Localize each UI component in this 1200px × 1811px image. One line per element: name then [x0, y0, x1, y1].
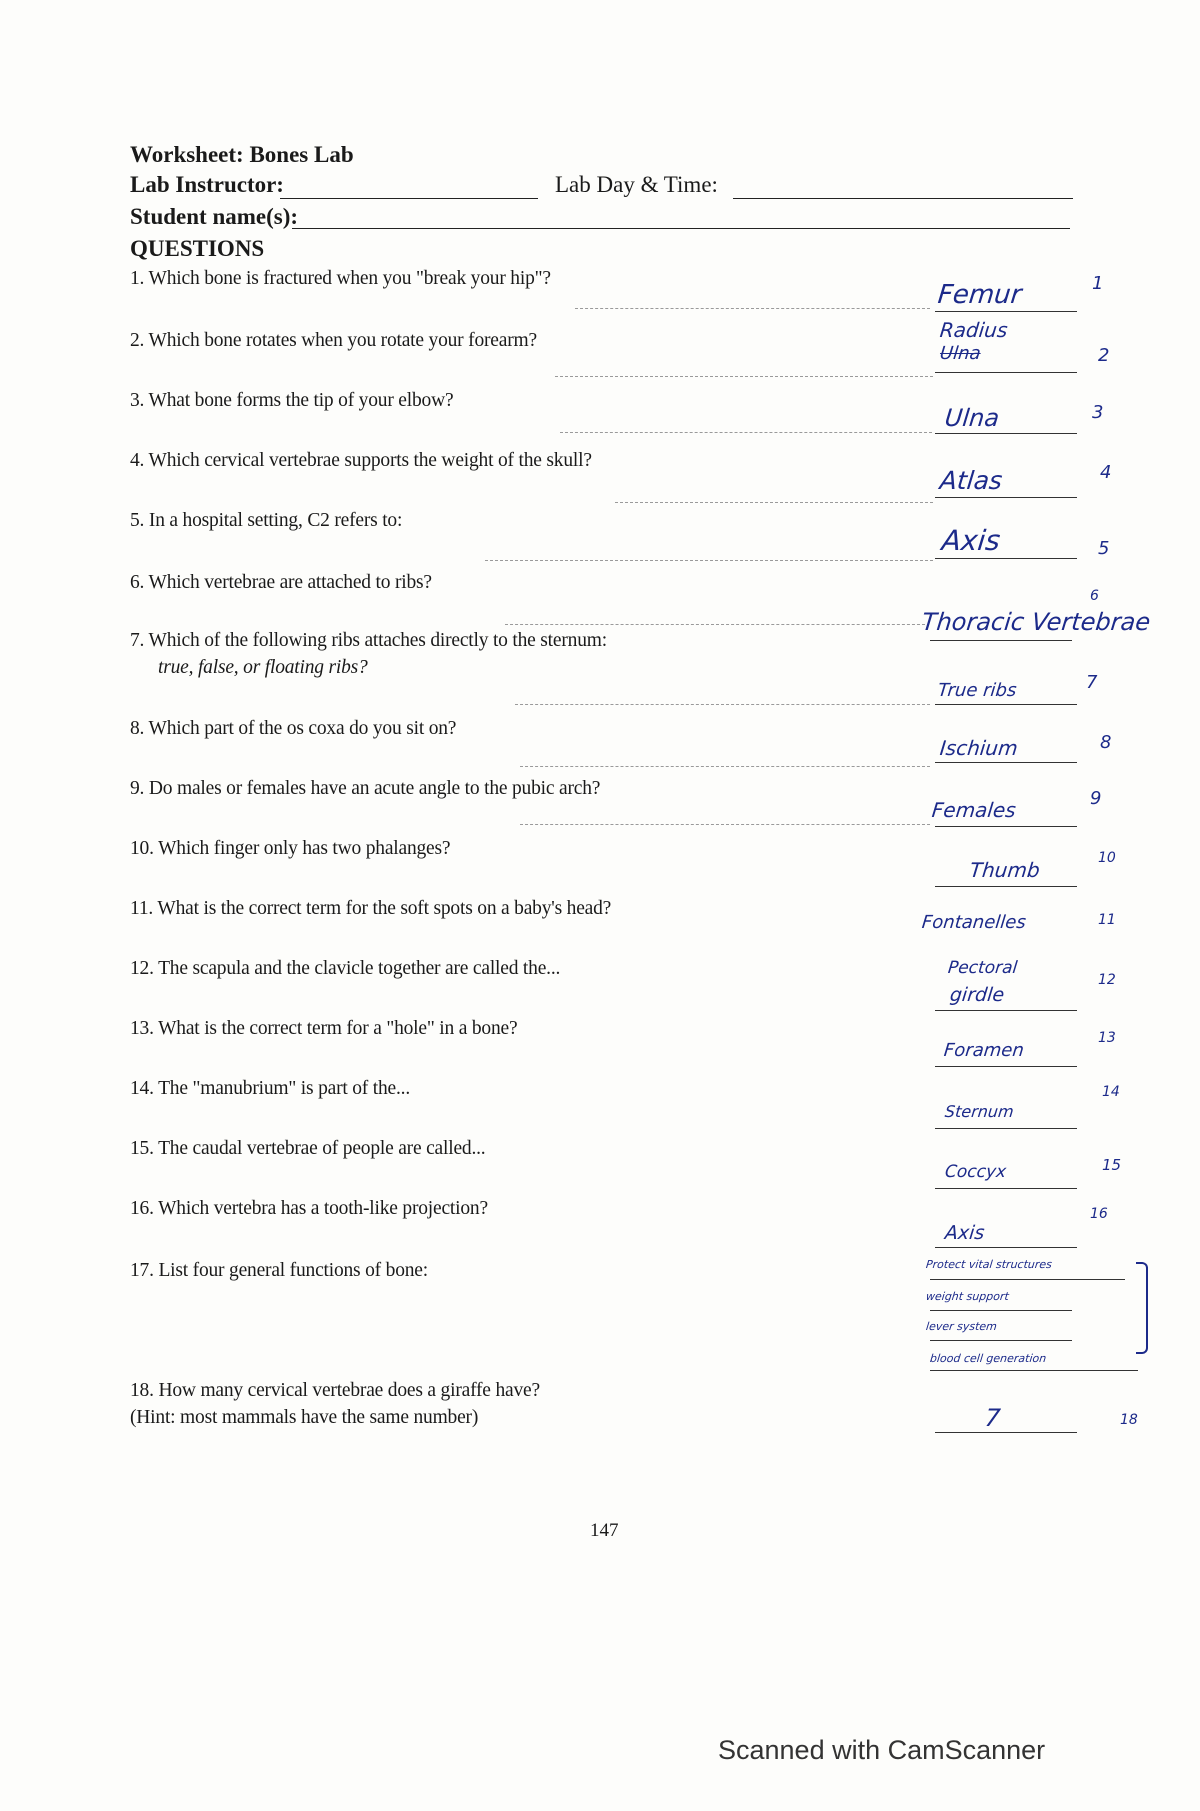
answer-line-12[interactable] — [935, 1010, 1077, 1011]
answer-13: Foramen — [942, 1040, 1025, 1061]
answer-line-16[interactable] — [935, 1247, 1077, 1248]
answer-12-line2: girdle — [948, 984, 1006, 1006]
lab-day-label: Lab Day & Time: — [555, 172, 718, 197]
answer-line-2[interactable] — [935, 372, 1077, 373]
answer-line-4[interactable] — [935, 497, 1077, 498]
answer-number-1: 1 — [1092, 273, 1104, 294]
dash-line-2 — [555, 376, 933, 377]
answer-15: Coccyx — [943, 1162, 1008, 1182]
answer-number-7: 7 — [1086, 672, 1098, 693]
camscanner-watermark: Scanned with CamScanner — [718, 1735, 1046, 1765]
answer-7: True ribs — [936, 680, 1018, 701]
question-6: 6. Which vertebrae are attached to ribs? — [130, 572, 432, 593]
question-14: 14. The "manubrium" is part of the... — [130, 1078, 411, 1099]
answer-number-13: 13 — [1098, 1030, 1116, 1046]
worksheet-title: Worksheet: Bones Lab — [130, 142, 354, 167]
questions-heading: QUESTIONS — [130, 236, 265, 261]
question-8: 8. Which part of the os coxa do you sit on? — [130, 718, 457, 739]
question-4: 4. Which cervical vertebrae supports the weight of the skull? — [130, 450, 592, 471]
answer-line-18[interactable] — [935, 1432, 1077, 1433]
answer-number-5: 5 — [1098, 538, 1110, 559]
answer-number-15: 15 — [1102, 1156, 1122, 1174]
dash-line-7 — [515, 704, 930, 705]
answer-3: Ulna — [943, 404, 1001, 432]
student-name-label: Student name(s): — [130, 204, 299, 229]
function-line-1[interactable] — [930, 1279, 1125, 1280]
answer-number-11: 11 — [1098, 912, 1116, 928]
question-2: 2. Which bone rotates when you rotate your forearm? — [130, 330, 537, 351]
function-line-3[interactable] — [930, 1340, 1072, 1341]
answer-number-8: 8 — [1100, 732, 1112, 753]
answer-line-15[interactable] — [935, 1188, 1077, 1189]
function-line-2[interactable] — [930, 1310, 1072, 1311]
question-15: 15. The caudal vertebrae of people are called... — [130, 1138, 486, 1159]
question-9: 9. Do males or females have an acute angle to the pubic arch? — [130, 778, 601, 799]
answer-number-2: 2 — [1098, 345, 1110, 366]
answer-number-18: 18 — [1120, 1412, 1138, 1428]
question-7 — [130, 630, 607, 679]
question-5: 5. In a hospital setting, C2 refers to: — [130, 510, 403, 531]
answer-number-3: 3 — [1092, 402, 1104, 423]
answer-11: Fontanelles — [920, 912, 1027, 933]
answer-line-1[interactable] — [935, 311, 1077, 312]
function-4: blood cell generation — [929, 1352, 1047, 1365]
page-number: 147 — [590, 1520, 619, 1541]
question-18-hint: (Hint: most mammals have the same number) — [130, 1407, 479, 1428]
answer-number-4: 4 — [1100, 462, 1112, 483]
function-3: lever system — [925, 1320, 998, 1333]
question-7-text: 7. Which of the following ribs attaches directly to the sternum: — [130, 630, 607, 651]
question-7-sub: true, false, or floating ribs? — [158, 657, 368, 678]
dash-line-8 — [520, 766, 930, 767]
answer-9: Females — [930, 798, 1018, 822]
answer-16: Axis — [943, 1222, 986, 1244]
question-3: 3. What bone forms the tip of your elbow? — [130, 390, 454, 411]
answer-12: Pectoral — [946, 958, 1019, 978]
function-line-4[interactable] — [930, 1370, 1138, 1371]
answer-line-6[interactable] — [930, 640, 1072, 641]
answer-line-8[interactable] — [935, 762, 1077, 763]
question-12: 12. The scapula and the clavicle together are called the... — [130, 958, 561, 979]
student-name-line[interactable] — [292, 228, 1070, 229]
answer-number-12: 12 — [1098, 972, 1116, 988]
answer-1: Femur — [936, 280, 1024, 310]
answer-5: Axis — [940, 524, 1002, 557]
function-1: Protect vital structures — [925, 1258, 1053, 1271]
answer-number-14: 14 — [1102, 1084, 1120, 1100]
dash-line-9 — [520, 824, 930, 825]
question-18 — [130, 1380, 540, 1429]
answer-2-crossed: Ulna — [938, 343, 982, 364]
dash-line-3 — [560, 432, 932, 433]
dash-line-6 — [505, 624, 925, 625]
lab-day-line[interactable] — [733, 198, 1073, 199]
answer-14: Sternum — [944, 1102, 1015, 1121]
answer-number-9: 9 — [1090, 788, 1102, 809]
answer-number-6: 6 — [1090, 588, 1099, 604]
answer-4: Atlas — [938, 466, 1004, 495]
lab-instructor-label: Lab Instructor: — [130, 172, 284, 197]
answer-line-5[interactable] — [935, 558, 1077, 559]
answer-line-13[interactable] — [935, 1066, 1077, 1067]
question-17: 17. List four general functions of bone: — [130, 1260, 428, 1281]
answer-number-10: 10 — [1098, 850, 1116, 866]
dash-line-4 — [615, 502, 933, 503]
question-10: 10. Which finger only has two phalanges? — [130, 838, 451, 859]
answer-10: Thumb — [968, 858, 1042, 882]
answer-line-7[interactable] — [935, 704, 1077, 705]
answer-line-9[interactable] — [935, 826, 1077, 827]
answer-line-14[interactable] — [935, 1128, 1077, 1129]
question-1: 1. Which bone is fractured when you "break your hip"? — [130, 268, 551, 289]
answer-6: Thoracic Vertebrae — [920, 608, 1152, 636]
lab-instructor-line[interactable] — [280, 198, 538, 199]
question-18-text: 18. How many cervical vertebrae does a giraffe have? — [130, 1380, 540, 1401]
dash-line-1 — [575, 308, 930, 309]
answer-line-3[interactable] — [935, 433, 1077, 434]
question-11: 11. What is the correct term for the soft spots on a baby's head? — [130, 898, 612, 919]
function-2: weight support — [925, 1290, 1010, 1303]
question-16: 16. Which vertebra has a tooth-like projection? — [130, 1198, 488, 1219]
question-13: 13. What is the correct term for a "hole" in a bone? — [130, 1018, 518, 1039]
dash-line-5 — [485, 560, 933, 561]
answer-8: Ischium — [938, 736, 1019, 760]
functions-bracket — [1136, 1262, 1148, 1354]
answer-18: 7 — [983, 1404, 1002, 1432]
answer-2: Radius — [938, 318, 1009, 342]
answer-line-10[interactable] — [935, 886, 1077, 887]
answer-number-16: 16 — [1090, 1206, 1108, 1222]
